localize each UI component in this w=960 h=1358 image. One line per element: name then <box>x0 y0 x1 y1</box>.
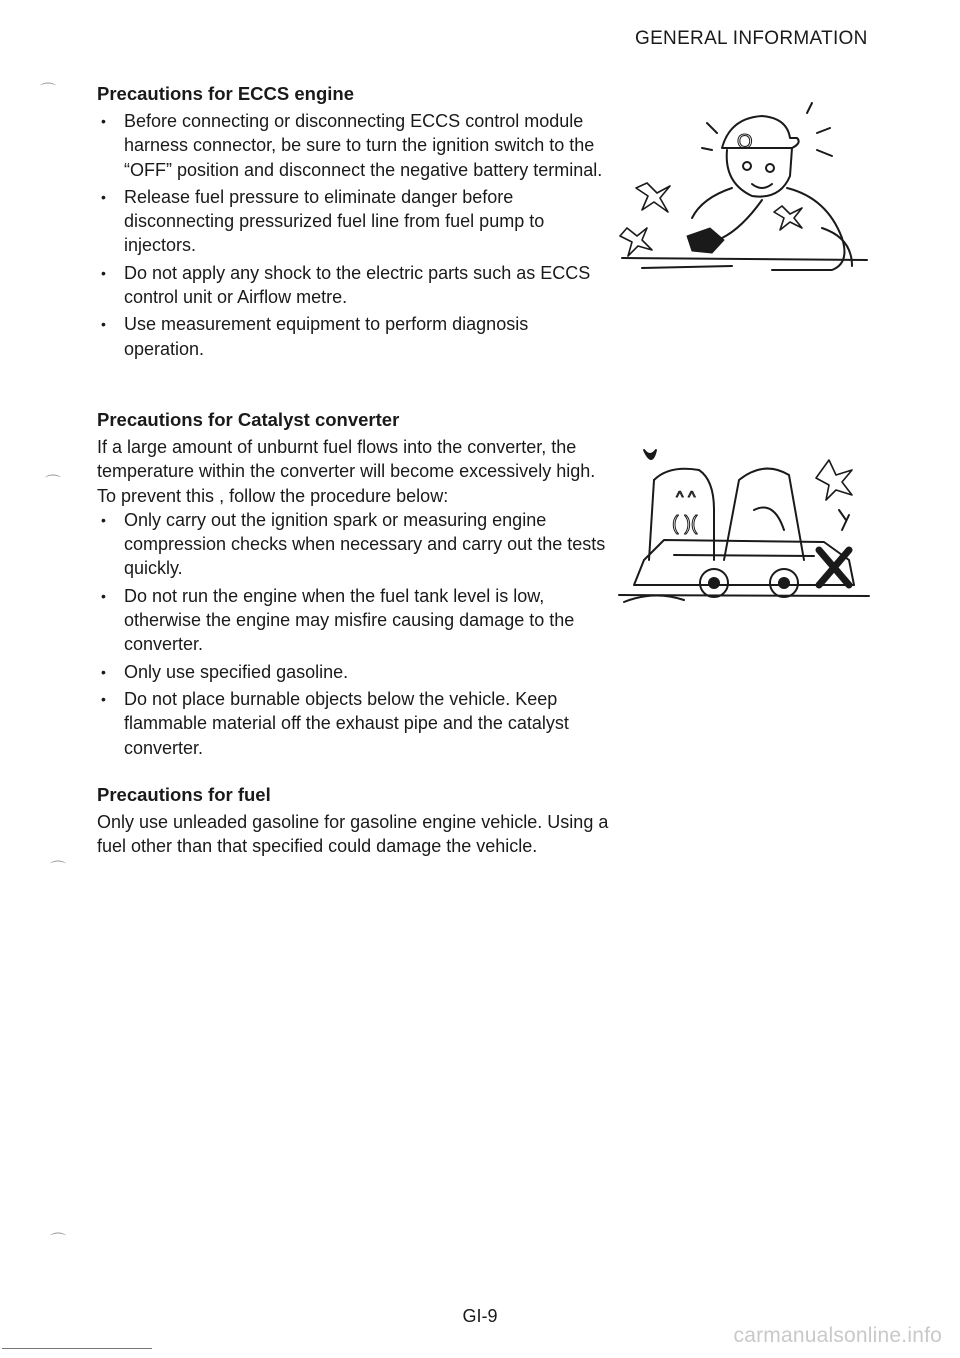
watermark: carmanualsonline.info <box>733 1324 942 1347</box>
list-item: • Do not run the engine when the fuel tank level is low, otherwise the engine may misfire causing damage to the converter. <box>97 584 612 657</box>
page-number: GI-9 <box>462 1306 498 1326</box>
page-header: GENERAL INFORMATION <box>635 28 868 49</box>
scan-line <box>2 1348 152 1349</box>
bullet-list <box>97 109 612 361</box>
list-item: • Do not apply any shock to the electric parts such as ECCS control unit or Airflow metre. <box>97 261 612 310</box>
list-item: • Do not place burnable objects below the vehicle. Keep flammable material off the exhaust pipe and the catalyst converter. <box>97 687 612 760</box>
section-catalyst-converter <box>97 408 612 763</box>
section-intro: Only use unleaded gasoline for gasoline engine vehicle. Using a fuel other than that specified could damage the vehicle. <box>97 812 609 857</box>
mechanic-dropped-part-illustration <box>612 88 874 278</box>
bullet-list <box>97 508 612 760</box>
list-item: • Before connecting or disconnecting ECCS control module harness connector, be sure to turn the ignition switch to the “OFF” position and disconnect the negative battery terminal. <box>97 109 612 182</box>
section-title: Precautions for fuel <box>97 784 271 805</box>
scan-mark: ⌒ <box>40 83 57 100</box>
scan-mark: ⌒ <box>50 861 67 878</box>
section-intro: If a large amount of unburnt fuel flows into the converter, the temperature within the converter will become excessively high. To prevent this , follow the procedure below: <box>97 437 596 506</box>
svg-text:( )(: ( )( <box>672 513 698 535</box>
section-title: Precautions for Catalyst converter <box>97 409 400 430</box>
svg-text:^ ^: ^ ^ <box>676 489 696 506</box>
list-item: • Only use specified gasoline. <box>97 660 612 684</box>
section-eccs-engine <box>97 82 612 364</box>
scan-mark: ⌒ <box>50 1233 67 1250</box>
section-fuel <box>97 783 612 859</box>
list-item: • Release fuel pressure to eliminate danger before disconnecting pressurized fuel line from fuel pump to injectors. <box>97 185 612 258</box>
svg-text:O: O <box>737 131 753 153</box>
list-item: • Only carry out the ignition spark or measuring engine compression checks when necessary and carry out the tests quickly. <box>97 508 612 581</box>
catalyst-damage-car-illustration <box>614 440 874 610</box>
section-title: Precautions for ECCS engine <box>97 83 354 104</box>
scan-mark: ⌒ <box>45 475 62 492</box>
list-item: • Use measurement equipment to perform diagnosis operation. <box>97 312 612 361</box>
